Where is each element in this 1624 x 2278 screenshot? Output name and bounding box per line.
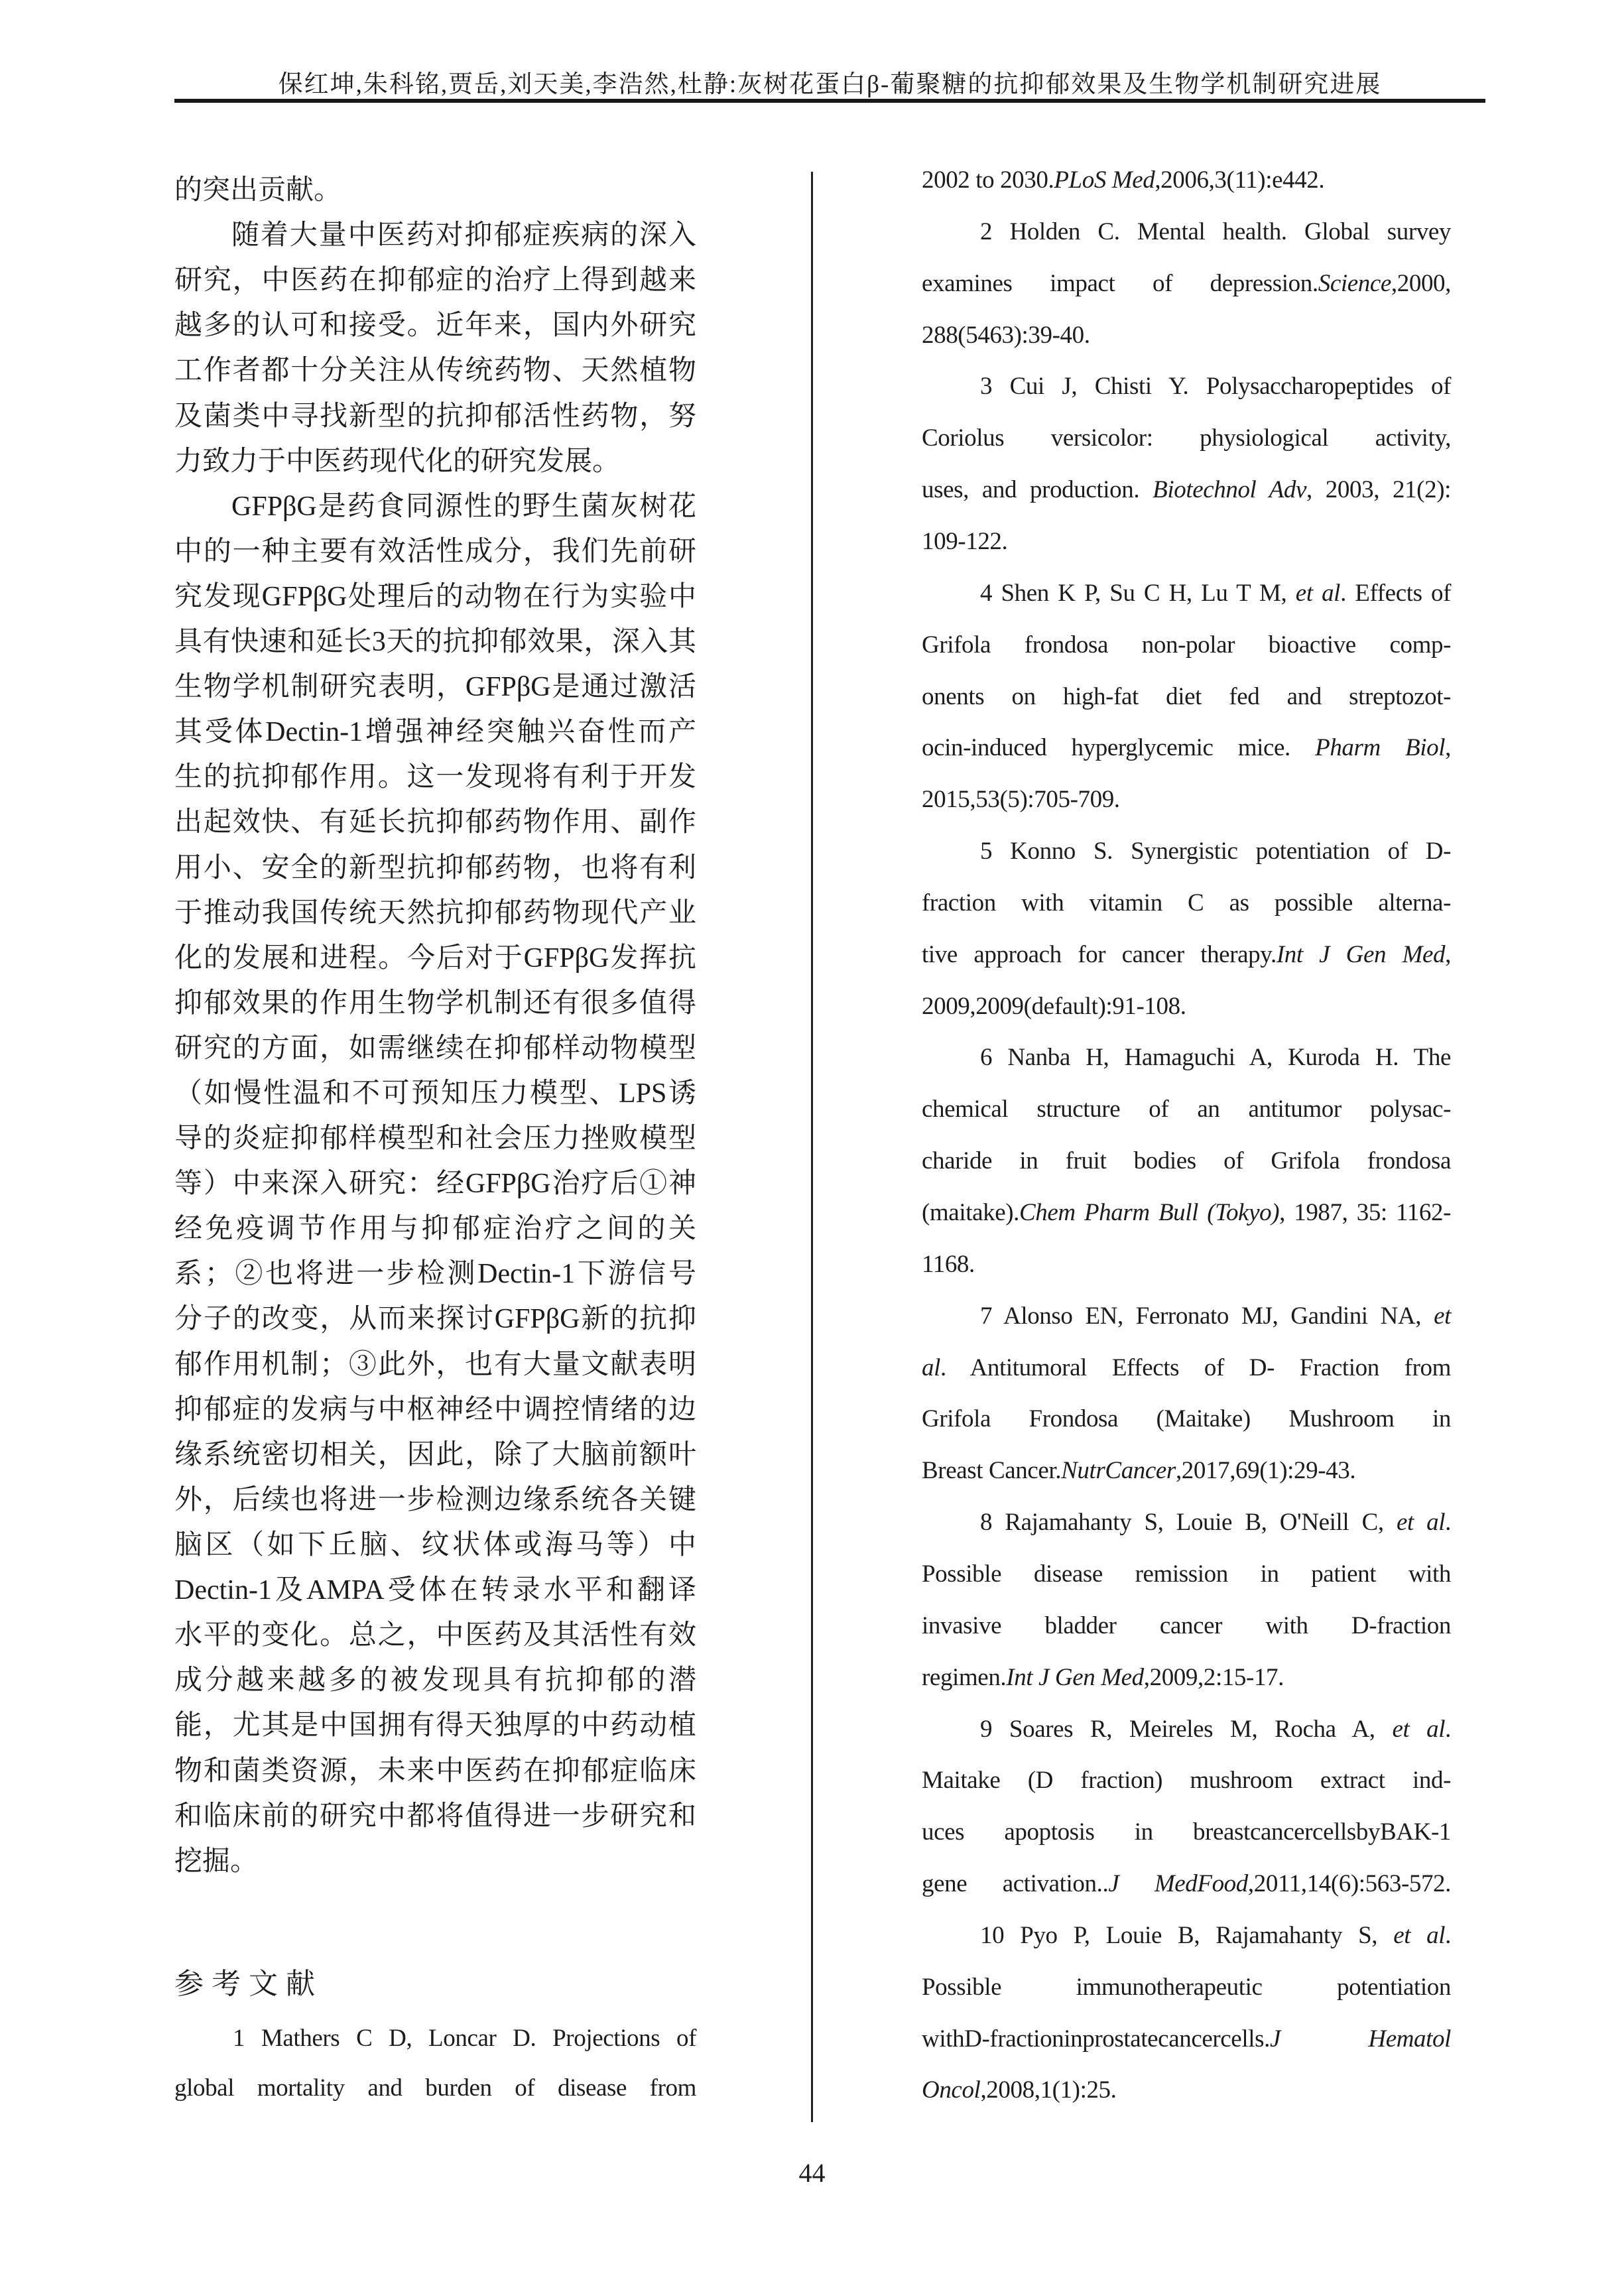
- text-run: 9 Soares R, Meireles M, Rocha A,: [980, 1716, 1393, 1743]
- reference-line: [174, 2024, 696, 2053]
- reference-line: [922, 992, 1451, 1021]
- text-run: 2009,2009(default):91-108.: [922, 993, 1186, 1020]
- italic-journal-name: Biotechnol Adv: [1153, 476, 1307, 503]
- right-column: [922, 0, 1451, 2278]
- reference-line: [922, 631, 1451, 660]
- body-text-line: [174, 806, 696, 840]
- text-run: ,2006,3(11):e442.: [1155, 166, 1325, 194]
- reference-line: [922, 1095, 1451, 1124]
- reference-line: [922, 1302, 1451, 1331]
- italic-journal-name: Int J Gen Med: [1006, 1664, 1144, 1691]
- text-run: 挖掘。: [174, 1846, 259, 1877]
- text-run: 和临床前的研究中都将值得进一步研究和: [174, 1801, 696, 1832]
- reference-line: [922, 1612, 1451, 1641]
- reference-line: [922, 166, 1451, 195]
- text-run: 生物学机制研究表明，GFPβG是通过激活: [174, 672, 696, 702]
- body-text-line: [174, 626, 696, 659]
- text-run: 工作者都十分关注从传统药物、天然植物: [174, 355, 696, 386]
- italic-journal-name: Int J Gen Med: [1276, 941, 1446, 968]
- text-run: 5 Konno S. Synergistic potentiation of D-: [980, 838, 1451, 865]
- text-run: 脑区（如下丘脑、纹状体或海马等）中: [174, 1530, 696, 1560]
- reference-line: [922, 2025, 1451, 2054]
- body-text-line: [174, 401, 696, 434]
- reference-line: [922, 682, 1451, 712]
- text-run: 109-122.: [922, 528, 1008, 555]
- text-run: 1 Mathers C D, Loncar D. Projections of: [233, 2025, 696, 2052]
- body-text-line: [174, 536, 696, 569]
- text-run: Grifola Frondosa (Maitake) Mushroom in: [922, 1405, 1451, 1432]
- reference-line: [922, 1405, 1451, 1434]
- text-run: 力致力于中医药现代化的研究发展。: [174, 446, 621, 477]
- body-text-line: [174, 1574, 696, 1608]
- text-run: 等）中来深入研究：经GFPβG治疗后①神: [174, 1169, 696, 1199]
- reference-line: [922, 1147, 1451, 1176]
- text-run: Dectin-1及AMPA受体在转录水平和翻译: [174, 1575, 696, 1606]
- body-text-line: [174, 1123, 696, 1156]
- text-run: .: [1445, 1716, 1451, 1743]
- text-run: .: [1445, 1509, 1451, 1536]
- text-run: Coriolus versicolor: physiological activity,: [922, 424, 1451, 452]
- text-run: 的突出贡献。: [174, 175, 342, 206]
- text-run: gene activation..: [922, 1870, 1109, 1897]
- text-run: Maitake (D fraction) mushroom extract ind-: [922, 1767, 1451, 1794]
- text-run: ,: [1445, 941, 1451, 968]
- text-run: 及菌类中寻找新型的抗抑郁活性药物，努: [174, 401, 696, 432]
- italic-journal-name: NutrCancer: [1061, 1457, 1176, 1484]
- body-text-line: [174, 491, 696, 524]
- reference-line: [922, 889, 1451, 918]
- text-run: regimen.: [922, 1664, 1007, 1691]
- reference-line: [922, 2076, 1451, 2105]
- reference-line: [922, 1198, 1451, 1228]
- body-text-line: [174, 1619, 696, 1653]
- text-run: 4 Shen K P, Su C H, Lu T M,: [980, 580, 1296, 607]
- reference-line: [922, 1250, 1451, 1279]
- body-text-line: [174, 852, 696, 885]
- body-text-line: [174, 581, 696, 614]
- italic-journal-name: et al: [1295, 580, 1341, 607]
- italic-journal-name: Oncol: [922, 2076, 981, 2104]
- text-run: 2 Holden C. Mental health. Global survey: [980, 218, 1451, 245]
- text-run: 随着大量中医药对抑郁症疾病的深入: [231, 220, 696, 251]
- text-run: fraction with vitamin C as possible alterna-: [922, 889, 1451, 917]
- text-run: 10 Pyo P, Louie B, Rajamahanty S,: [980, 1922, 1394, 1949]
- references-heading: 参考文献: [174, 1968, 323, 2000]
- reference-line: [922, 1043, 1451, 1072]
- body-text-line: [174, 1394, 696, 1427]
- running-header: 保红坤,朱科铭,贾岳,刘天美,李浩然,杜静:灰树花蛋白β-葡聚糖的抗抑郁效果及生物学机制研究进展: [278, 71, 1382, 98]
- text-run: Possible immunotherapeutic potentiation: [922, 1974, 1451, 2001]
- italic-journal-name: Pharm Biol: [1315, 734, 1446, 761]
- body-text-line: [174, 265, 696, 298]
- text-run: 物和菌类资源，未来中医药在抑郁症临床: [174, 1756, 696, 1787]
- text-run: ,2009,2:15-17.: [1143, 1664, 1284, 1691]
- text-run: 6 Nanba H, Hamaguchi A, Kuroda H. The: [980, 1044, 1451, 1071]
- text-run: ,2017,69(1):29-43.: [1175, 1457, 1356, 1484]
- reference-line: [922, 733, 1451, 763]
- reference-line: [922, 1508, 1451, 1537]
- text-run: 2002 to 2030.: [922, 166, 1054, 194]
- text-run: chemical structure of an antitumor polysac-: [922, 1096, 1451, 1123]
- reference-line: [922, 1663, 1451, 1692]
- text-run: 水平的变化。总之，中医药及其活性有效: [174, 1620, 696, 1651]
- text-run: ocin-induced hyperglycemic mice.: [922, 734, 1316, 761]
- text-run: tive approach for cancer therapy.: [922, 941, 1277, 968]
- text-run: 研究，中医药在抑郁症的治疗上得到越来: [174, 265, 696, 296]
- body-text-line: [174, 1801, 696, 1834]
- page-number: 44: [798, 2158, 826, 2188]
- text-run: .: [1445, 1922, 1451, 1949]
- body-text-line: [174, 446, 696, 479]
- body-text-line: [174, 174, 696, 208]
- reference-line: [922, 1560, 1451, 1589]
- text-run: 生的抗抑郁作用。这一发现将有利于开发: [174, 762, 696, 792]
- text-run: 研究的方面，如需继续在抑郁样动物模型: [174, 1033, 696, 1064]
- body-text-line: [174, 1033, 696, 1066]
- reference-line: [922, 837, 1451, 866]
- reference-line: [922, 1715, 1451, 1744]
- text-run: GFPβG是药食同源性的野生菌灰树花: [231, 491, 696, 522]
- reference-line: [922, 579, 1451, 608]
- text-run: Breast Cancer.: [922, 1457, 1062, 1484]
- text-run: invasive bladder cancer with D-fraction: [922, 1612, 1451, 1639]
- text-run: 系；②也将进一步检测Dectin-1下游信号: [174, 1259, 696, 1289]
- text-run: 2015,53(5):705-709.: [922, 786, 1120, 813]
- italic-journal-name: al: [922, 1354, 940, 1381]
- text-run: 288(5463):39-40.: [922, 322, 1090, 349]
- reference-line: [922, 1818, 1451, 1847]
- body-text-line: [174, 1755, 696, 1789]
- text-run: . Antitumoral Effects of D- Fraction from: [940, 1354, 1451, 1381]
- body-text-line: [174, 987, 696, 1021]
- body-text-line: [174, 1665, 696, 1698]
- body-text-line: [174, 310, 696, 343]
- text-run: ,: [1445, 734, 1451, 761]
- text-run: 外，后续也将进一步检测边缘系统各关键: [174, 1485, 696, 1515]
- body-text-line: [174, 1303, 696, 1336]
- text-run: 能，尤其是中国拥有得天独厚的中药动植: [174, 1710, 696, 1741]
- reference-line: [922, 1354, 1451, 1383]
- text-run: ,2000,: [1391, 270, 1451, 297]
- reference-line: [922, 785, 1451, 814]
- reference-line: [922, 424, 1451, 453]
- text-run: 用小、安全的新型抗抑郁药物，也将有利: [174, 853, 696, 883]
- italic-journal-name: et al: [1396, 1509, 1446, 1536]
- body-text-line: [174, 761, 696, 794]
- text-run: uces apoptosis in breastcancercellsbyBAK-1: [922, 1818, 1451, 1846]
- body-text-line: [174, 671, 696, 704]
- italic-journal-name: J Hematol: [1269, 2025, 1451, 2053]
- italic-journal-name: et: [1434, 1302, 1451, 1330]
- text-run: 具有快速和延长3天的抗抑郁效果，深入其: [174, 627, 696, 657]
- reference-line: [922, 1456, 1451, 1486]
- text-run: global mortality and burden of disease from: [174, 2074, 696, 2102]
- text-run: , 1987, 35: 1162-: [1279, 1199, 1451, 1226]
- text-run: 郁作用机制；③此外，也有大量文献表明: [174, 1350, 696, 1380]
- reference-line: [922, 1921, 1451, 1950]
- text-run: 分子的改变，从而来探讨GFPβG新的抗抑: [174, 1304, 696, 1334]
- text-run: (maitake).: [922, 1199, 1019, 1226]
- text-run: withD-fractioninprostatecancercells.: [922, 2025, 1270, 2053]
- text-run: 化的发展和进程。今后对于GFPβG发挥抗: [174, 943, 696, 974]
- italic-journal-name: et al: [1393, 1922, 1446, 1949]
- reference-line: [922, 1766, 1451, 1795]
- text-run: examines impact of depression.: [922, 270, 1318, 297]
- body-text-line: [174, 220, 696, 253]
- reference-line: [922, 1973, 1451, 2002]
- reference-line: [922, 1869, 1451, 1899]
- text-run: Grifola frondosa non-polar bioactive comp-: [922, 631, 1451, 659]
- text-run: 经免疫调节作用与抑郁症治疗之间的关: [174, 1214, 696, 1244]
- text-run: ,2011,14(6):563-572.: [1247, 1870, 1452, 1897]
- text-run: 1168.: [922, 1251, 975, 1278]
- italic-journal-name: Chem Pharm Bull (Tokyo): [1019, 1199, 1280, 1226]
- text-run: 究发现GFPβG处理后的动物在行为实验中: [174, 582, 696, 612]
- text-run: Possible disease remission in patient with: [922, 1560, 1451, 1588]
- text-run: , 2003, 21(2):: [1306, 476, 1451, 503]
- left-column: [174, 0, 696, 2278]
- reference-line: [922, 940, 1451, 970]
- body-text-line: [174, 355, 696, 388]
- text-run: ,2008,1(1):25.: [980, 2076, 1117, 2104]
- text-run: 3 Cui J, Chisti Y. Polysaccharopeptides of: [980, 373, 1451, 400]
- text-run: 8 Rajamahanty S, Louie B, O'Neill C,: [980, 1509, 1397, 1536]
- reference-line: [922, 269, 1451, 298]
- text-run: . Effects of: [1340, 580, 1451, 607]
- text-run: 抑郁症的发病与中枢神经中调控情绪的边: [174, 1395, 696, 1425]
- body-text-line: [174, 1846, 696, 1879]
- body-text-line: [174, 897, 696, 930]
- body-text-line: [174, 1484, 696, 1517]
- text-run: 抑郁效果的作用生物学机制还有很多值得: [174, 988, 696, 1019]
- body-text-line: [174, 716, 696, 749]
- text-run: （如慢性温和不可预知压力模型、LPS诱: [174, 1078, 696, 1109]
- italic-journal-name: PLoS Med: [1054, 166, 1155, 194]
- reference-line: [174, 2074, 696, 2103]
- body-text-line: [174, 1710, 696, 1743]
- body-text-line: [174, 1213, 696, 1246]
- text-run: 缘系统密切相关，因此，除了大脑前额叶: [174, 1440, 696, 1470]
- body-text-line: [174, 942, 696, 976]
- reference-line: [922, 527, 1451, 556]
- italic-journal-name: et al: [1392, 1716, 1446, 1743]
- body-text-line: [174, 1078, 696, 1111]
- text-run: 其受体Dectin-1增强神经突触兴奋性而产: [174, 717, 696, 747]
- body-text-line: [174, 1258, 696, 1291]
- reference-line: [922, 218, 1451, 247]
- body-text-line: [174, 1439, 696, 1472]
- column-divider: [811, 172, 813, 2122]
- text-run: 出起效快、有延长抗抑郁药物作用、副作: [174, 807, 696, 838]
- text-run: 中的一种主要有效活性成分，我们先前研: [174, 537, 696, 567]
- reference-line: [922, 372, 1451, 401]
- reference-line: [922, 475, 1451, 505]
- text-run: 于推动我国传统天然抗抑郁药物现代产业: [174, 898, 696, 928]
- text-run: 导的炎症抑郁样模型和社会压力挫败模型: [174, 1123, 696, 1154]
- text-run: 成分越来越多的被发现具有抗抑郁的潜: [174, 1665, 696, 1696]
- italic-journal-name: J MedFood: [1108, 1870, 1248, 1897]
- body-text-line: [174, 1529, 696, 1562]
- text-run: charide in fruit bodies of Grifola frondosa: [922, 1147, 1451, 1174]
- text-run: uses, and production.: [922, 476, 1153, 503]
- italic-journal-name: Science: [1318, 270, 1391, 297]
- body-text-line: [174, 1168, 696, 1201]
- text-run: 7 Alonso EN, Ferronato MJ, Gandini NA,: [980, 1302, 1434, 1330]
- body-text-line: [174, 1349, 696, 1382]
- reference-line: [922, 321, 1451, 350]
- text-run: onents on high-fat diet fed and streptozot-: [922, 683, 1451, 710]
- text-run: 越多的认可和接受。近年来，国内外研究: [174, 310, 696, 341]
